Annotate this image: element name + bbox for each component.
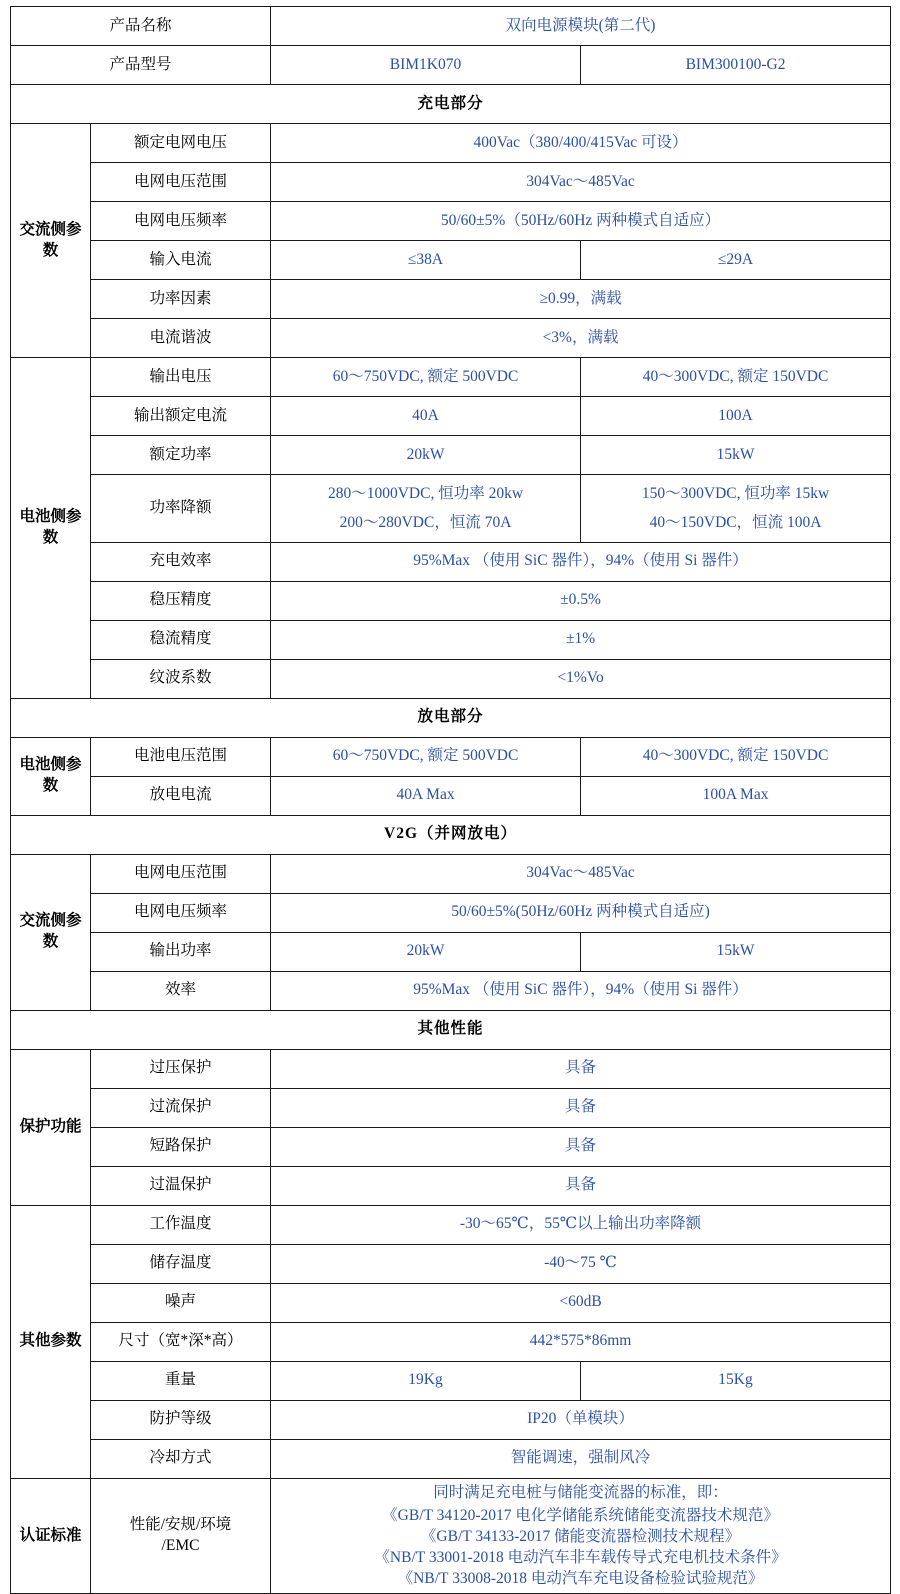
row-value-2: 15Kg [581, 1361, 891, 1400]
specification-sheet [10, 6, 890, 1594]
row-label: 功率降额 [91, 475, 271, 543]
row-label: 短路保护 [91, 1127, 271, 1166]
cert-standards-list [271, 1478, 891, 1594]
table-row [11, 85, 891, 124]
row-label: 电网电压频率 [91, 202, 271, 241]
row-value-1: 40A [271, 397, 581, 436]
row-value: 具备 [271, 1127, 891, 1166]
table-row [11, 46, 891, 85]
row-label: 过压保护 [91, 1049, 271, 1088]
cert-intro: 同时满足充电桩与储能变流器的标准，即： [433, 1483, 728, 1501]
table-row [11, 7, 891, 46]
row-label: 输出额定电流 [91, 397, 271, 436]
row-value: 智能调速，强制风冷 [271, 1439, 891, 1478]
row-label: 防护等级 [91, 1400, 271, 1439]
row-value-1-line2: 200～280VDC，恒流 70A [339, 514, 512, 532]
section-v2g: V2G（并网放电） [11, 815, 891, 854]
group-other-params: 其他参数 [11, 1205, 91, 1478]
row-value: 具备 [271, 1088, 891, 1127]
product-model-label: 产品型号 [11, 46, 271, 85]
product-model-2: BIM300100-G2 [581, 46, 891, 85]
group-battery-side-charging: 电池侧参数 [11, 358, 91, 699]
row-value-2-line1: 150～300VDC, 恒功率 15kw [641, 485, 830, 502]
row-label: 纹波系数 [91, 659, 271, 698]
group-ac-side-charging: 交流侧参数 [11, 124, 91, 358]
table-row [11, 202, 891, 241]
row-label: 过流保护 [91, 1088, 271, 1127]
row-label: 电流谐波 [91, 319, 271, 358]
table-row [11, 776, 891, 815]
table-row [11, 1127, 891, 1166]
table-row [11, 893, 891, 932]
table-row [11, 1322, 891, 1361]
table-row [11, 1283, 891, 1322]
table-row [11, 737, 891, 776]
table-row [11, 436, 891, 475]
row-value: 95%Max （使用 SiC 器件），94%（使用 Si 器件） [271, 971, 891, 1010]
row-value: IP20（单模块） [271, 1400, 891, 1439]
table-row [11, 1049, 891, 1088]
table-row [11, 581, 891, 620]
row-value-2: ≤29A [581, 241, 891, 280]
product-model-1: BIM1K070 [271, 46, 581, 85]
table-row [11, 620, 891, 659]
row-value-2: 100A [581, 397, 891, 436]
row-value: 442*575*86mm [271, 1322, 891, 1361]
product-name-value: 双向电源模块(第二代) [271, 7, 891, 46]
group-battery-side-discharging: 电池侧参数 [11, 737, 91, 815]
table-row [11, 815, 891, 854]
table-row [11, 698, 891, 737]
row-value: ±0.5% [271, 581, 891, 620]
table-row [11, 1400, 891, 1439]
row-label: 工作温度 [91, 1205, 271, 1244]
row-value-1: 20kW [271, 436, 581, 475]
cert-label-line1: 性能/安规/环境 [129, 1516, 232, 1534]
table-row [11, 319, 891, 358]
row-label: 充电效率 [91, 542, 271, 581]
group-ac-side-v2g: 交流侧参数 [11, 854, 91, 1010]
product-name-label: 产品名称 [11, 7, 271, 46]
row-value: 304Vac～485Vac [271, 854, 891, 893]
table-row [11, 542, 891, 581]
table-row [11, 163, 891, 202]
row-value-2: 40～300VDC, 额定 150VDC [581, 737, 891, 776]
row-value-2: 15kW [581, 436, 891, 475]
row-value: 304Vac～485Vac [271, 163, 891, 202]
row-label: 冷却方式 [91, 1439, 271, 1478]
row-label: 额定电网电压 [91, 124, 271, 163]
row-value-1: 20kW [271, 932, 581, 971]
table-row [11, 1478, 891, 1594]
table-row [11, 475, 891, 543]
cert-item: 《GB/T 34133-2017 储能变流器检测技术规程》 [420, 1527, 741, 1545]
row-value: <1%Vo [271, 659, 891, 698]
row-label: 稳流精度 [91, 620, 271, 659]
row-label: 额定功率 [91, 436, 271, 475]
table-row [11, 124, 891, 163]
row-label: 电网电压频率 [91, 893, 271, 932]
row-value: 具备 [271, 1166, 891, 1205]
table-row [11, 241, 891, 280]
table-row [11, 1361, 891, 1400]
row-value: <3%，满载 [271, 319, 891, 358]
row-value-1: 60～750VDC, 额定 500VDC [271, 737, 581, 776]
row-value-1-line1: 280～1000VDC, 恒功率 20kw [327, 485, 524, 502]
cert-item: 《NB/T 33001-2018 电动汽车非车载传导式充电机技术条件》 [374, 1548, 787, 1566]
row-value: ±1% [271, 620, 891, 659]
row-value: -40～75 ℃ [271, 1244, 891, 1283]
row-value: 50/60±5%（50Hz/60Hz 两种模式自适应） [271, 202, 891, 241]
row-value: ≥0.99，满载 [271, 280, 891, 319]
specification-table [10, 6, 891, 1594]
section-other: 其他性能 [11, 1010, 891, 1049]
row-label: 电网电压范围 [91, 854, 271, 893]
table-row [11, 1010, 891, 1049]
row-value-2-line2: 40～150VDC，恒流 100A [649, 514, 822, 532]
row-label: 过温保护 [91, 1166, 271, 1205]
cert-label [91, 1478, 271, 1594]
row-value-2: 40～300VDC, 额定 150VDC [581, 358, 891, 397]
row-value-2 [581, 475, 891, 543]
row-label: 电网电压范围 [91, 163, 271, 202]
row-label: 输出电压 [91, 358, 271, 397]
cert-label-line2: /EMC [161, 1537, 200, 1555]
row-value: 具备 [271, 1049, 891, 1088]
row-value-1 [271, 475, 581, 543]
group-protection: 保护功能 [11, 1049, 91, 1205]
row-label: 电池电压范围 [91, 737, 271, 776]
row-label: 放电电流 [91, 776, 271, 815]
row-label: 功率因素 [91, 280, 271, 319]
row-value: 50/60±5%(50Hz/60Hz 两种模式自适应) [271, 893, 891, 932]
cert-item: 《NB/T 33008-2018 电动汽车充电设备检验试验规范》 [397, 1569, 764, 1587]
table-row [11, 659, 891, 698]
table-row [11, 932, 891, 971]
table-row [11, 1244, 891, 1283]
table-row [11, 1205, 891, 1244]
table-row [11, 280, 891, 319]
row-value-1: ≤38A [271, 241, 581, 280]
row-value-1: 60～750VDC, 额定 500VDC [271, 358, 581, 397]
table-row [11, 358, 891, 397]
row-value: 400Vac（380/400/415Vac 可设） [271, 124, 891, 163]
row-value: 95%Max （使用 SiC 器件），94%（使用 Si 器件） [271, 542, 891, 581]
row-label: 输入电流 [91, 241, 271, 280]
row-label: 储存温度 [91, 1244, 271, 1283]
cert-item: 《GB/T 34120-2017 电化学储能系统储能变流器技术规范》 [382, 1506, 779, 1524]
group-certification: 认证标准 [11, 1478, 91, 1594]
row-value: <60dB [271, 1283, 891, 1322]
table-row [11, 1166, 891, 1205]
row-label: 尺寸（宽*深*高） [91, 1322, 271, 1361]
row-label: 重量 [91, 1361, 271, 1400]
table-row [11, 854, 891, 893]
row-value-2: 15kW [581, 932, 891, 971]
row-label: 噪声 [91, 1283, 271, 1322]
table-row [11, 1088, 891, 1127]
row-label: 稳压精度 [91, 581, 271, 620]
table-row [11, 397, 891, 436]
row-value: -30～65℃，55℃以上输出功率降额 [271, 1205, 891, 1244]
row-value-2: 100A Max [581, 776, 891, 815]
row-value-1: 40A Max [271, 776, 581, 815]
row-label: 效率 [91, 971, 271, 1010]
section-charging: 充电部分 [11, 85, 891, 124]
section-discharging: 放电部分 [11, 698, 891, 737]
row-label: 输出功率 [91, 932, 271, 971]
row-value-1: 19Kg [271, 1361, 581, 1400]
table-row [11, 971, 891, 1010]
